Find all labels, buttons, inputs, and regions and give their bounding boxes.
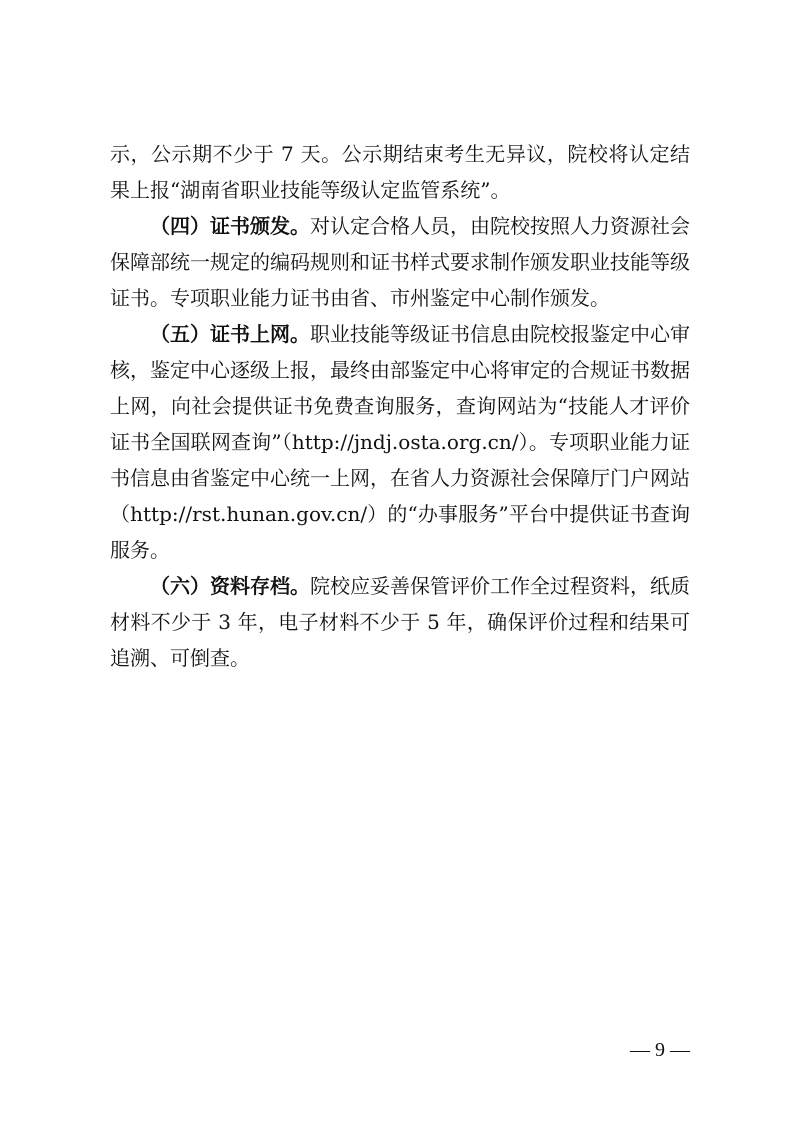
paragraph-text: 示，公示期不少于 7 天。公示期结束考生无异议，院校将认定结果上报“湖南省职业技能等级认定监管系统”。 bbox=[110, 142, 690, 202]
paragraph-certificate-online bbox=[110, 316, 690, 568]
paragraph-text: 职业技能等级证书信息由院校报鉴定中心审核，鉴定中心逐级上报，最终由部鉴定中心将审定的合规证书数据上网，向社会提供证书免费查询服务，查询网站为“技能人才评价证书全国联网查询”（http://jndj.osta.org.cn/）。专项职业能力证书信息由省鉴定中心统一上网，在省人力资源社会保障厅门户网站（http://rst.hunan.gov.cn/）的“办事服务”平台中提供证书查询服务。 bbox=[110, 322, 690, 562]
paragraph-archiving bbox=[110, 568, 690, 676]
section-heading: （六）资料存档。 bbox=[150, 574, 310, 598]
document-body bbox=[110, 136, 690, 676]
section-heading: （五）证书上网。 bbox=[150, 322, 310, 346]
paragraph-text: 对认定合格人员，由院校按照人力资源社会保障部统一规定的编码规则和证书样式要求制作颁发职业技能等级证书。专项职业能力证书由省、市州鉴定中心制作颁发。 bbox=[110, 214, 690, 310]
section-heading: （四）证书颁发。 bbox=[150, 214, 310, 238]
paragraph-continuation bbox=[110, 136, 690, 208]
paragraph-certificate-issuance bbox=[110, 208, 690, 316]
page-number: — 9 — bbox=[630, 1039, 690, 1061]
paragraph-text: 院校应妥善保管评价工作全过程资料，纸质材料不少于 3 年，电子材料不少于 5 年，确保评价过程和结果可追溯、可倒查。 bbox=[110, 574, 690, 670]
